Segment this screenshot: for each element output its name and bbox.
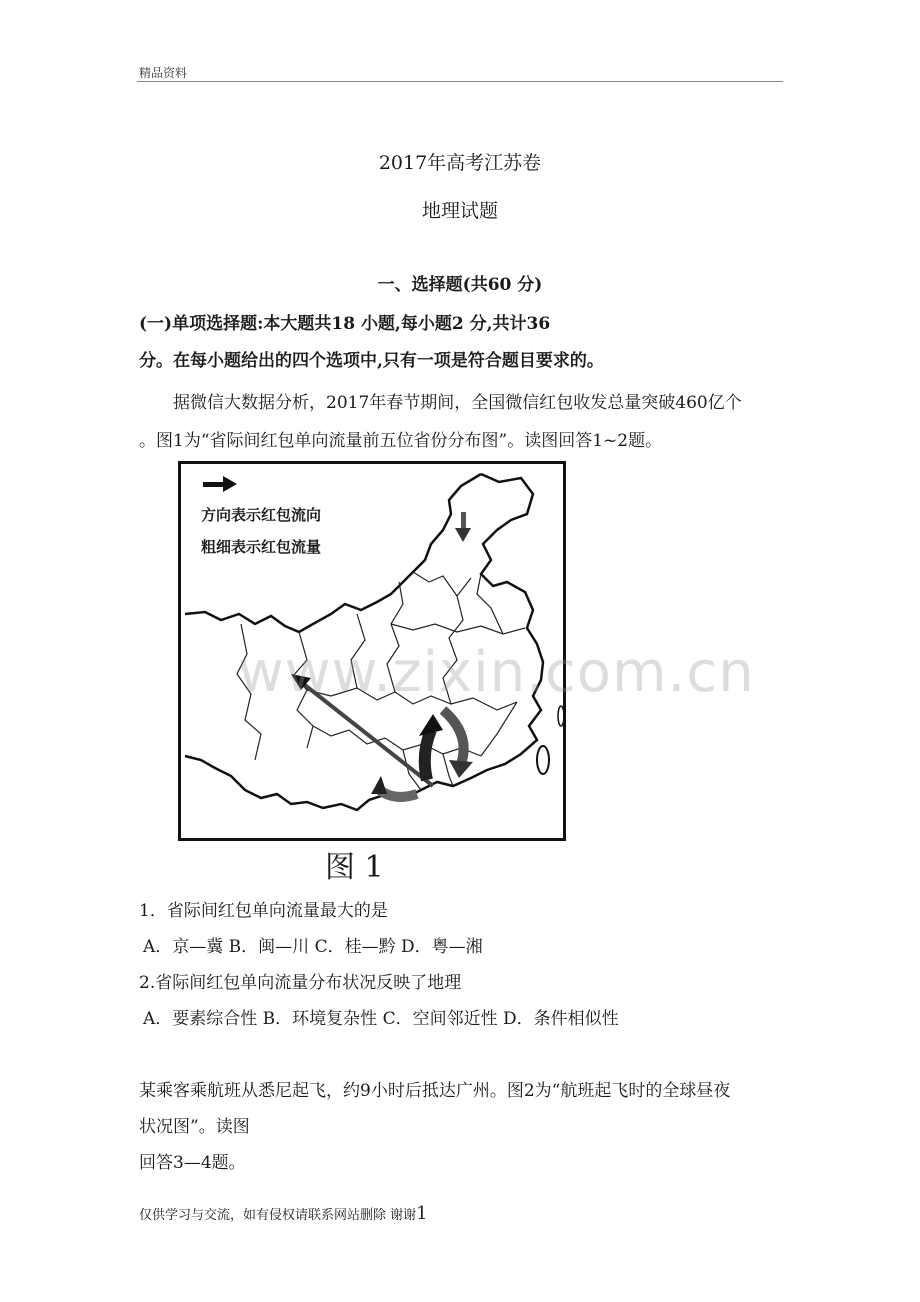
legend-thickness: 粗细表示红包流量 bbox=[201, 538, 322, 556]
question1-stem: 1．省际间红包单向流量最大的是 bbox=[139, 901, 388, 921]
part-instruction-line2: 分。在每小题给出的四个选项中,只有一项是符合题目要求的。 bbox=[139, 351, 604, 371]
passage2-line1: 某乘客乘航班从悉尼起飞，约9小时后抵达广州。图2为“航班起飞时的全球昼夜 bbox=[139, 1081, 731, 1101]
header-label: 精品资料 bbox=[139, 66, 188, 80]
passage1-line1: 据微信大数据分析，2017年春节期间，全国微信红包收发总量突破460亿个 bbox=[173, 393, 742, 413]
question1-options: A．京—冀 B．闽—川 C．桂—黔 D．粤—湘 bbox=[143, 937, 483, 957]
watermark: www.zixin.com.cn bbox=[238, 640, 755, 705]
footer-text: 仅供学习与交流，如有侵权请联系网站删除 谢谢 bbox=[139, 1208, 417, 1223]
header-divider bbox=[137, 81, 783, 82]
part-instruction-line1: (一)单项选择题:本大题共18 小题,每小题2 分,共计36 bbox=[139, 314, 551, 334]
flow-arrow-beijing-icon bbox=[455, 512, 471, 542]
exam-title: 2017年高考江苏卷 bbox=[378, 152, 542, 174]
footer bbox=[139, 1203, 428, 1224]
question2-stem: 2.省际间红包单向流量分布状况反映了地理 bbox=[139, 973, 462, 993]
legend-direction: 方向表示红包流向 bbox=[201, 506, 322, 524]
passage1-line2: 。图1为“省际间红包单向流量前五位省份分布图”。读图回答1~2题。 bbox=[139, 431, 663, 451]
passage2-line3: 回答3—4题。 bbox=[139, 1153, 246, 1173]
figure1-caption: 图 1 bbox=[325, 850, 384, 885]
legend-arrow-icon bbox=[203, 476, 237, 492]
subject-title: 地理试题 bbox=[421, 200, 498, 222]
passage2-line2: 状况图”。读图 bbox=[139, 1117, 250, 1137]
question2-options: A．要素综合性 B．环境复杂性 C．空间邻近性 D．条件相似性 bbox=[143, 1009, 619, 1029]
section-heading: 一、选择题(共60 分) bbox=[377, 275, 543, 295]
page-number: 1 bbox=[416, 1203, 428, 1224]
